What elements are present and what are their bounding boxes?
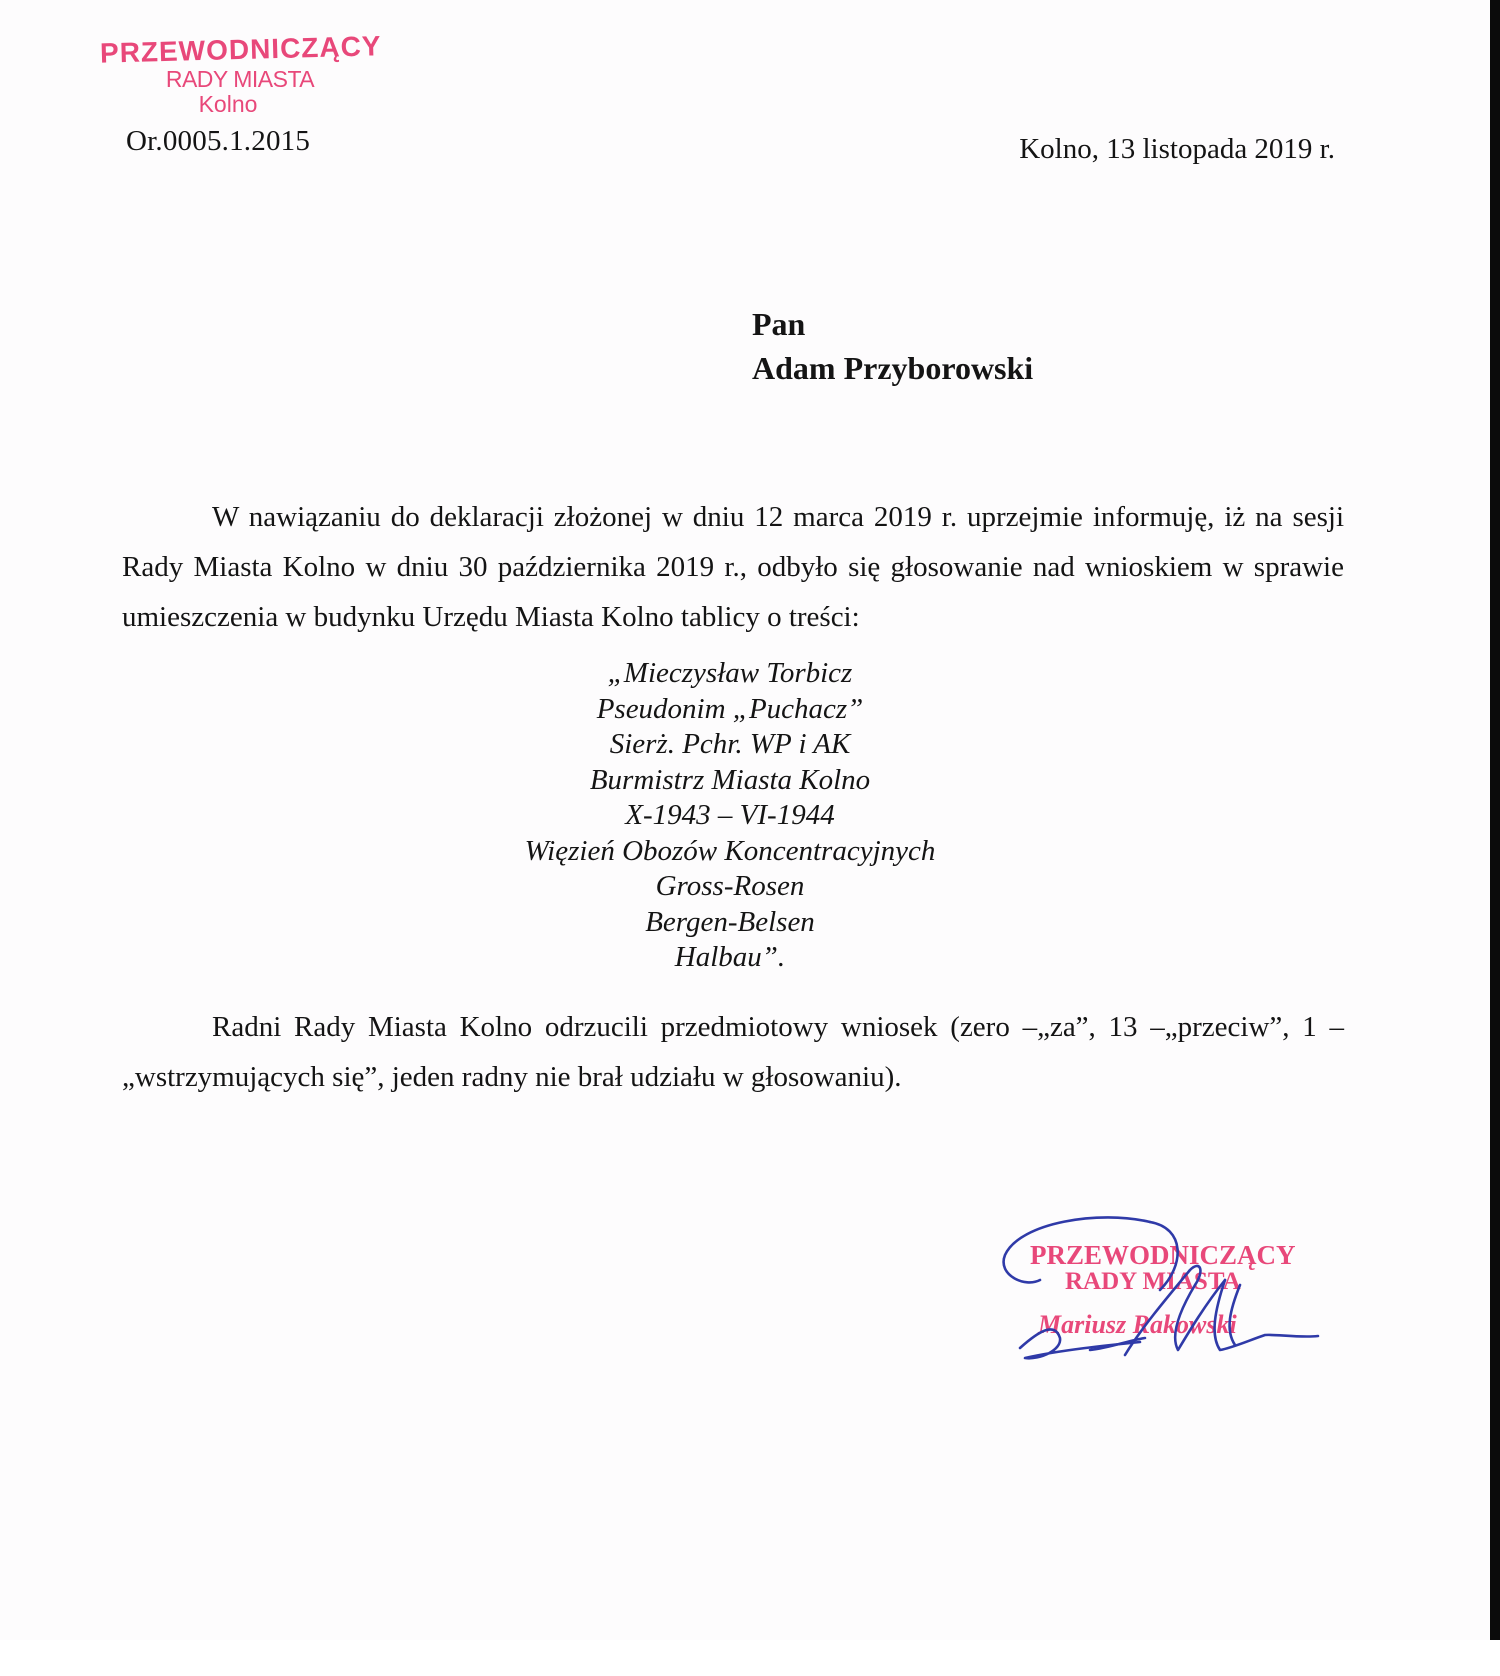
paragraph-vote-result: Radni Rady Miasta Kolno odrzucili przedmiotowy wniosek (zero –„za”, 13 –„przeciw”, 1 –„wstrzymujących się”, jeden radny nie brał udziału w głosowaniu). — [122, 1011, 1344, 1093]
inscription-line: Więzień Obozów Koncentracyjnych — [524, 834, 936, 867]
inscription-line: „Mieczysław Torbicz — [607, 657, 853, 689]
inscription-line: X-1943 – VI-1944 — [625, 799, 835, 831]
signature-stamp-line-1: PRZEWODNICZĄCY — [1030, 1240, 1296, 1270]
recipient-block — [752, 302, 1033, 390]
stamp-line-3: Kolno — [198, 90, 258, 117]
recipient-title: Pan — [752, 306, 806, 342]
reference-number: Or.0005.1.2015 — [126, 125, 311, 157]
council-chairman-stamp — [99, 30, 382, 117]
inscription-line: Burmistrz Miasta Kolno — [589, 763, 871, 796]
plaque-inscription — [450, 656, 1010, 976]
inscription-line: Gross-Rosen — [655, 870, 805, 902]
signature-stamp-line-2: RADY MIASTA — [1065, 1268, 1241, 1295]
inscription-line: Halbau”. — [674, 941, 786, 973]
handwritten-signature — [1000, 1210, 1340, 1370]
page-bottom-margin — [0, 1640, 1500, 1676]
signature-block — [1000, 1210, 1340, 1370]
inscription-line: Sierż. Pchr. WP i AK — [609, 728, 851, 760]
signature-stamp-name: Mariusz Rakowski — [1038, 1310, 1237, 1339]
inscription-line: Bergen-Belsen — [645, 905, 815, 938]
recipient-name: Adam Przyborowski — [752, 350, 1034, 386]
stamp-line-1: PRZEWODNICZĄCY — [99, 30, 382, 69]
letter-date: Kolno, 13 listopada 2019 r. — [1019, 133, 1335, 165]
paragraph-intro: W nawiązaniu do deklaracji złożonej w dniu 12 marca 2019 r. uprzejmie informuję, iż na sesji Rady Miasta Kolno w dniu 30 października 2019 r., odbyło się głosowanie nad wnioskiem w sprawie umieszczenia w budynku Urzędu Miasta Kolno tablicy o treści: — [122, 501, 1344, 633]
inscription-line: Pseudonim „Puchacz” — [596, 692, 864, 725]
stamp-line-2: RADY MIASTA — [165, 66, 315, 93]
